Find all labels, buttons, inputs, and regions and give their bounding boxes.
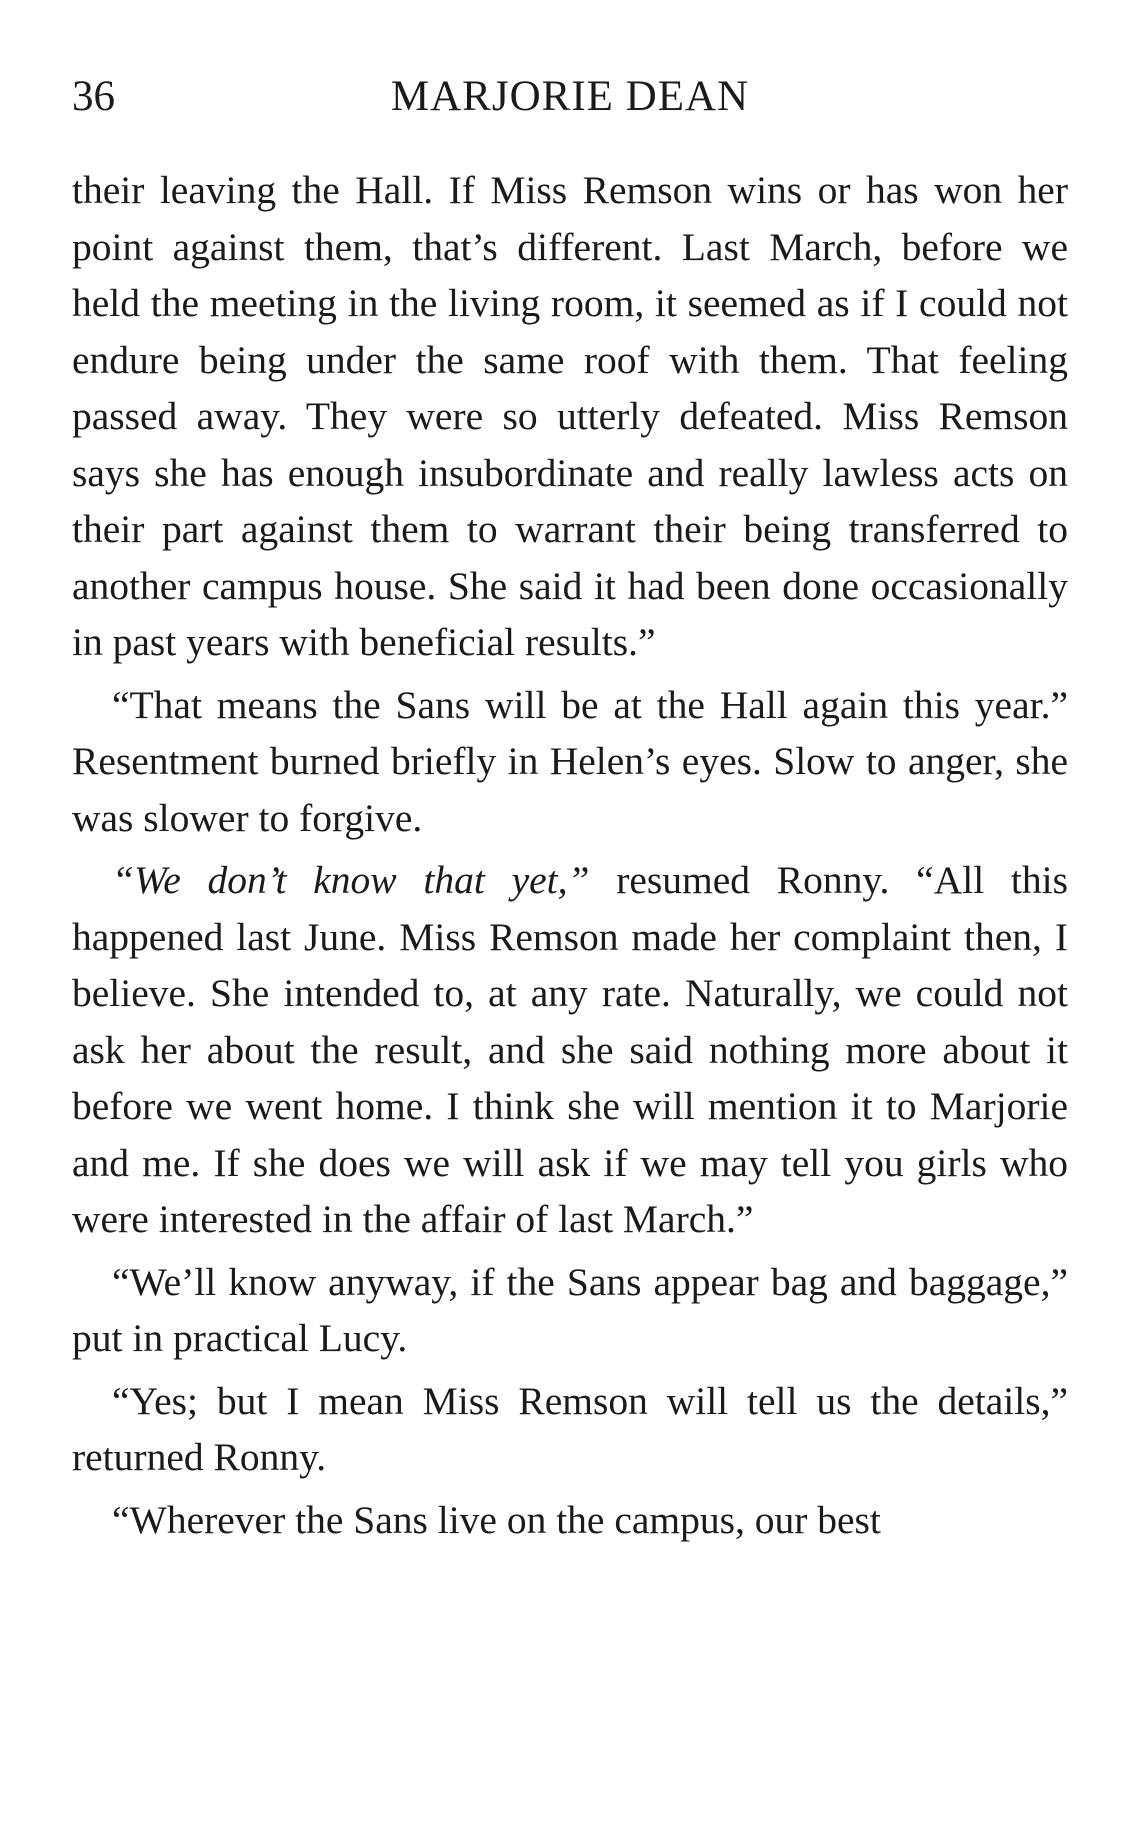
paragraph-wherever: “Wherever the Sans live on the campus, our best [112, 1497, 881, 1542]
paragraph-ronny-rest: resumed Ronny. “All this happened last June. Miss Remson made her complaint then, I believe. She intended to, at any rate. Naturally, we could not ask her about the result, and she said nothing more about it before we went home. I think she will mention it to Marjorie and me. If she does we will ask if we may tell you girls who were interested in the affair of last March.” [72, 858, 1068, 1241]
body-text [72, 162, 1068, 1548]
paragraph-ronny [72, 852, 1068, 1248]
paragraph-details: “Yes; but I mean Miss Remson will tell us the details,” returned Ronny. [72, 1378, 1068, 1479]
running-head [72, 62, 1068, 132]
italic-quote: “We don’t know that yet,” [112, 858, 590, 902]
page-number: 36 [72, 73, 115, 120]
paragraph-helen: “That means the Sans will be at the Hall again this year.” Resentment burned briefly in Helen’s eyes. Slow to anger, she was slower to forgive. [72, 682, 1068, 840]
running-title: MARJORIE DEAN [390, 73, 750, 120]
paragraph-lucy: “We’ll know anyway, if the Sans appear bag and baggage,” put in practical Lucy. [72, 1259, 1068, 1360]
paragraph-continuation: their leaving the Hall. If Miss Remson wins or has won her point against them, that’s different. Last March, before we held the meeting in the living room, it seemed as if I could not endure being under the same roof with them. That feeling passed away. They were so utterly defeated. Miss Remson says she has enough insubordinate and really lawless acts on their part against them to warrant their being transferred to another campus house. She said it had been done occasionally in past years with beneficial results.” [72, 168, 1068, 664]
